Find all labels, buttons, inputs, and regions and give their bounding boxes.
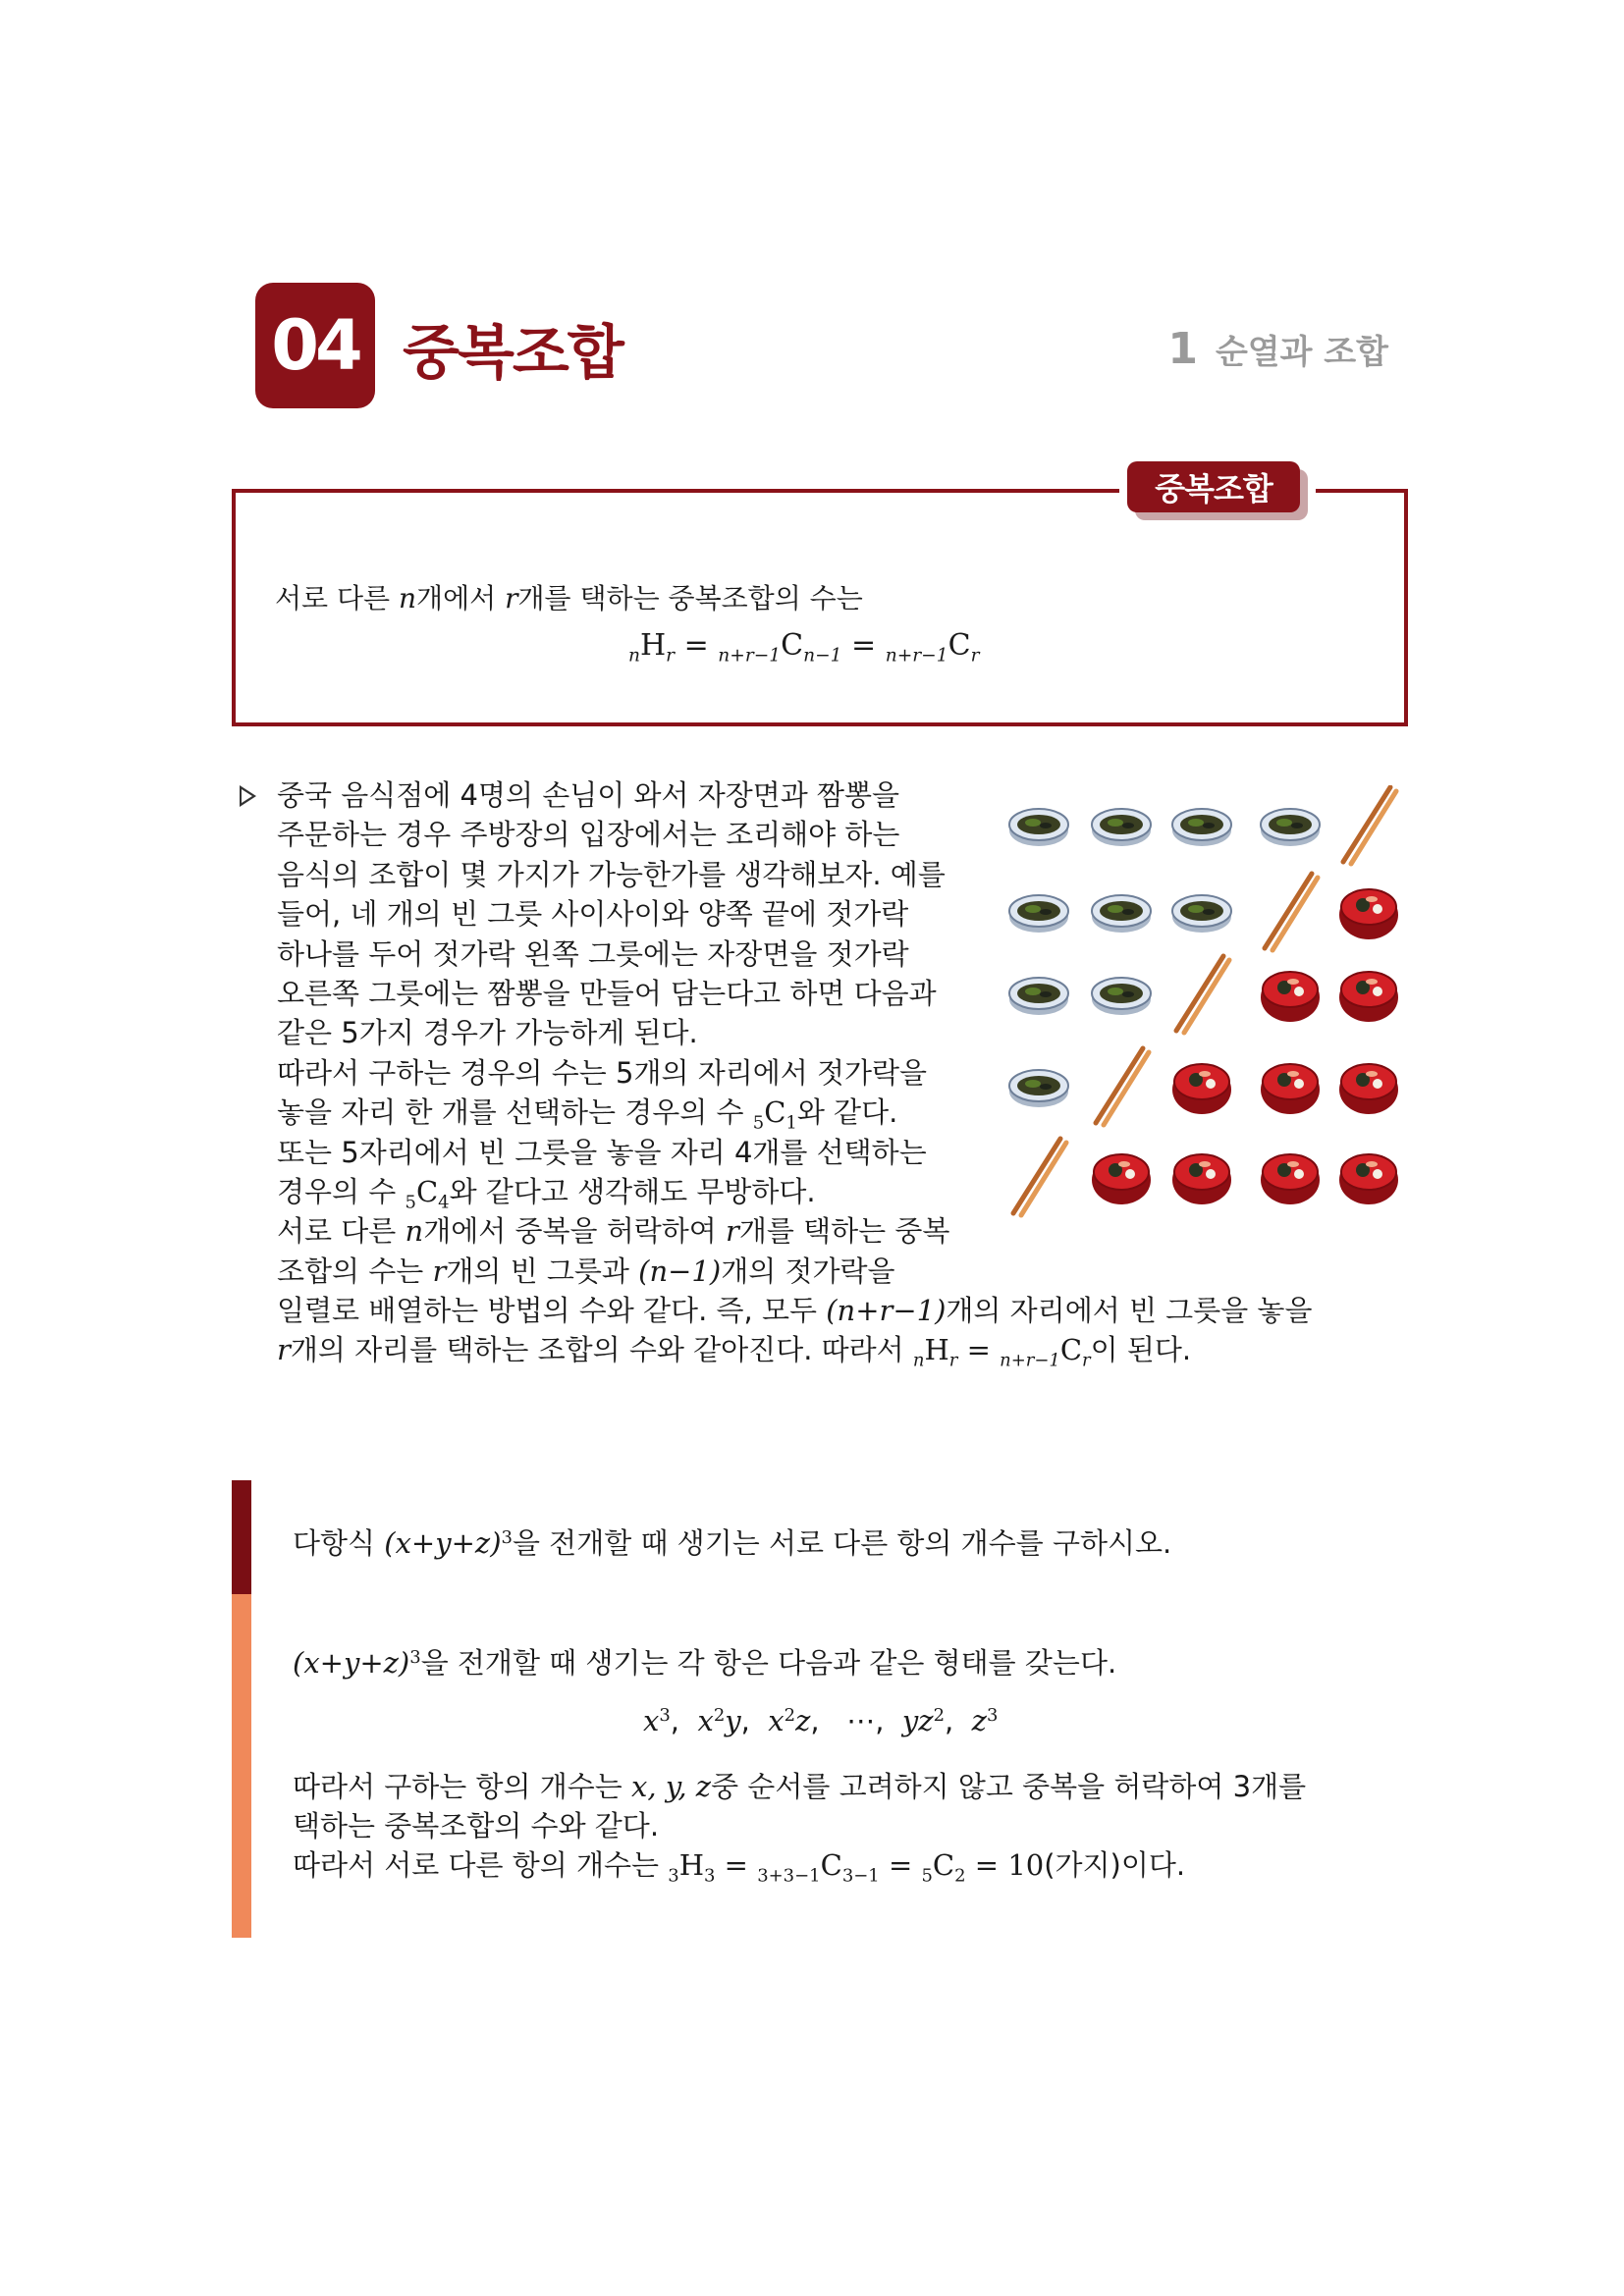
example-question: 다항식 $(x+y+z)^3$을 전개할 때 생기는 서로 다른 항의 개수를 구하시오. [293, 1526, 1172, 1560]
chopsticks-icon [1343, 787, 1396, 864]
jjamppong-bowl-icon [1339, 1064, 1398, 1114]
example-answer-line: 따라서 서로 다른 항의 개수는 $_3H_3 = _{3+3-1}C_{3-1} = _5C_2 = 10$(가지)이다. [293, 1848, 1186, 1887]
chopsticks-icon [1096, 1048, 1149, 1125]
jjamppong-bowl-icon [1172, 1154, 1231, 1204]
chapter-label [1167, 324, 1388, 374]
jajangmyeon-bowl-icon [1172, 809, 1231, 846]
definition-tag: 중복조합 [1127, 461, 1300, 512]
example-bar-question [232, 1480, 251, 1594]
jjamppong-bowl-icon [1339, 1154, 1398, 1204]
jajangmyeon-bowl-icon [1009, 1070, 1068, 1107]
paragraph-line: 중국 음식점에 4명의 손님이 와서 자장면과 짬뽕을 [277, 778, 900, 812]
chapter-title: 순열과 조합 [1215, 333, 1388, 372]
paragraph-line: 같은 5가지 경우가 가능하게 된다. [277, 1016, 698, 1050]
paragraph-line: 또는 5자리에서 빈 그릇을 놓을 자리 4개를 선택하는 [277, 1135, 927, 1169]
paragraph-line: 들어, 네 개의 빈 그릇 사이사이와 양쪽 끝에 젓가락 [277, 897, 909, 932]
jjamppong-bowl-icon [1339, 972, 1398, 1022]
jajangmyeon-bowl-icon [1009, 809, 1068, 846]
definition-formula: $_nH_r = _{n+r-1}C_{n-1} = _{n+r-1}C_r$ [628, 628, 980, 667]
example-bar-answer [232, 1594, 251, 1938]
jajangmyeon-bowl-icon [1172, 895, 1231, 933]
triangle-bullet-icon [240, 785, 256, 807]
paragraph-line: 오른쪽 그릇에는 짬뽕을 만들어 담는다고 하면 다음과 [277, 976, 937, 1010]
paragraph-line: 일렬로 배열하는 방법의 수와 같다. 즉, 모두 (n+r−1)개의 자리에서 빈 그릇을 놓을 [277, 1294, 1313, 1328]
paragraph-line: 경우의 수 $_5C_4$와 같다고 생각해도 무방하다. [277, 1174, 816, 1213]
jajangmyeon-bowl-icon [1092, 895, 1151, 933]
jjamppong-bowl-icon [1092, 1154, 1151, 1204]
example-terms: $x^3$, $x^2y$, $x^2z$, ⋯, $yz^2$, $z^3$ [643, 1704, 999, 1737]
paragraph-line: 서로 다른 n개에서 중복을 허락하여 r개를 택하는 중복 [277, 1214, 950, 1249]
jjamppong-bowl-icon [1339, 889, 1398, 939]
section-title: 중복조합 [403, 319, 623, 388]
jjamppong-bowl-icon [1172, 1064, 1231, 1114]
jjamppong-bowl-icon [1261, 1064, 1320, 1114]
jjamppong-bowl-icon [1261, 1154, 1320, 1204]
paragraph-line: 하나를 두어 젓가락 왼쪽 그릇에는 자장면을 젓가락 [277, 936, 909, 971]
paragraph-line: 놓을 자리 한 개를 선택하는 경우의 수 $_5C_1$와 같다. [277, 1095, 898, 1134]
section-number-badge: 04 [255, 283, 375, 408]
chapter-number: 1 [1167, 324, 1198, 374]
jajangmyeon-bowl-icon [1261, 809, 1320, 846]
bowls-chopsticks-illustration [992, 785, 1414, 1237]
chopsticks-icon [1013, 1139, 1066, 1215]
chopsticks-icon [1265, 874, 1318, 950]
paragraph-line: 조합의 수는 r개의 빈 그릇과 (n−1)개의 젓가락을 [277, 1254, 895, 1288]
jajangmyeon-bowl-icon [1009, 978, 1068, 1015]
chopsticks-icon [1176, 956, 1229, 1033]
example-answer-line: 따라서 구하는 항의 개수는 x, y, z중 순서를 고려하지 않고 중복을 허락하여 3개를 [293, 1770, 1307, 1803]
jjamppong-bowl-icon [1261, 972, 1320, 1022]
jajangmyeon-bowl-icon [1009, 895, 1068, 933]
jajangmyeon-bowl-icon [1092, 809, 1151, 846]
paragraph-line: 주문하는 경우 주방장의 입장에서는 조리해야 하는 [277, 818, 900, 852]
example-answer-line: 택하는 중복조합의 수와 같다. [293, 1809, 660, 1842]
definition-text: 서로 다른 n개에서 r개를 택하는 중복조합의 수는 [275, 582, 863, 614]
paragraph-line: r개의 자리를 택하는 조합의 수와 같아진다. 따라서 $_nH_r = _{n+r-1}C_r$이 된다. [277, 1333, 1192, 1371]
paragraph-line: 음식의 조합이 몇 가지가 가능한가를 생각해보자. 예를 [277, 857, 946, 891]
paragraph-line: 따라서 구하는 경우의 수는 5개의 자리에서 젓가락을 [277, 1055, 928, 1090]
example-answer-conclusion [293, 1767, 1306, 1885]
jajangmyeon-bowl-icon [1092, 978, 1151, 1015]
example-answer-line: $(x+y+z)^3$을 전개할 때 생기는 각 항은 다음과 같은 형태를 갖는다. [293, 1646, 1117, 1680]
